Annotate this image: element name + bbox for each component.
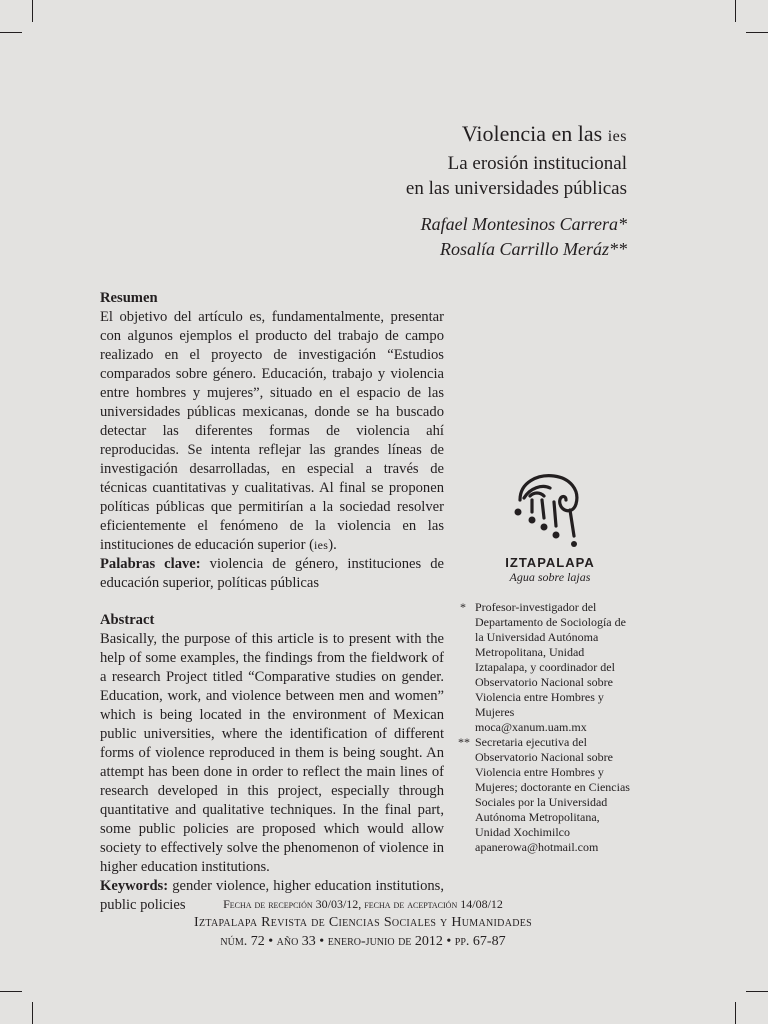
logo-name: IZTAPALAPA [505,555,595,570]
author-note-2: ** Secretaria ejecutiva del Observatorio Nacional sobre Violencia entre Hombres y Mujeres; doctorante en Ciencias Sociales por la Universidad Autónoma Metropolitana, Unidad Xochimilco apanerowa@hotmail.com [460,735,632,855]
author-2: Rosalía Carrillo Meráz** [439,239,627,259]
article-subtitle-line-1: La erosión institucional [447,153,627,174]
crop-mark [735,1002,736,1024]
author-notes [460,600,632,855]
email-link[interactable]: moca@xanum.uam.mx [475,720,587,734]
authors [406,212,627,262]
resumen-keywords: Palabras clave: violencia de género, instituciones de educación superior, políticas públicas [100,556,444,591]
abstract-body: Basically, the purpose of this article is to present with the help of some examples, the findings from the fieldwork of a research Project titled “Comparative studies on gender. Education, work, and violence between men and women” which is being located in the environment of Mexican public universities, where the identification of different forms of violence reproduced in them is being sought. An attempt has been done in order to reflect the main lines of research developed in this project, especially through quantitative and qualitative techniques. In the final part, some public policies are proposed which would allow society to effectively solve the phenomenon of violence in higher education institutions. [100,631,444,875]
crop-mark [0,32,22,33]
crop-mark [32,0,33,22]
received-dates: Fecha de recepción 30/03/12, fecha de aceptación 14/08/12 [223,897,503,911]
crop-mark [746,32,768,33]
page-footer [100,896,626,950]
crop-mark [735,0,736,22]
crop-mark [32,1002,33,1024]
journal-name: Iztapalapa Revista de Ciencias Sociales y Humanidades [193,915,533,930]
logo-motto: Agua sobre lajas [509,570,591,584]
crop-mark [746,991,768,992]
title-block [406,120,627,262]
author-1: Rafael Montesinos Carrera* [420,214,627,234]
title-acronym: ies [607,128,627,145]
iztapalapa-logo [494,470,606,584]
abstract-heading: Abstract [100,612,155,628]
main-column [100,289,444,915]
email-link[interactable]: apanerowa@hotmail.com [475,840,599,854]
issue-info: núm. 72 • año 33 • enero-junio de 2012 • pp. 67-87 [220,934,506,949]
article-subtitle-line-2: en las universidades públicas [405,178,627,199]
article-title: Violencia en las ies [461,121,627,146]
crop-mark [0,991,22,992]
author-note-1: * Profesor-investigador del Departamento de Sociología de la Universidad Autónoma Metropolitana, Unidad Iztapalapa, y coordinador del Observatorio Nacional sobre Violencia entre Hombres y Mujeres moca@xanum.uam.mx [460,600,632,735]
resumen-body: El objetivo del artículo es, fundamentalmente, presentar con algunos ejemplos el producto del trabajo de campo realizado en el proyecto de investigación “Estudios comparados sobre género. Educación, trabajo y violencia entre hombres y mujeres”, situado en el espacio de las universidades públicas mexicanas, donde se ha buscado detectar las diferentes formas de violencia ahí reproducidas. Se intenta reflejar las grandes líneas de investigación desarrolladas, en especial a través de técnicas cuantitativas y cualitativas. Al final se proponen políticas públicas que permitirían a la sociedad resolver eficientemente el fenómeno de la violencia en las instituciones de educación superior (ies). [100,309,444,553]
resumen-heading: Resumen [100,290,158,306]
glyph-logo-icon [510,470,590,548]
abstract-keywords: Keywords: gender violence, higher education institutions, public policies [100,878,444,913]
